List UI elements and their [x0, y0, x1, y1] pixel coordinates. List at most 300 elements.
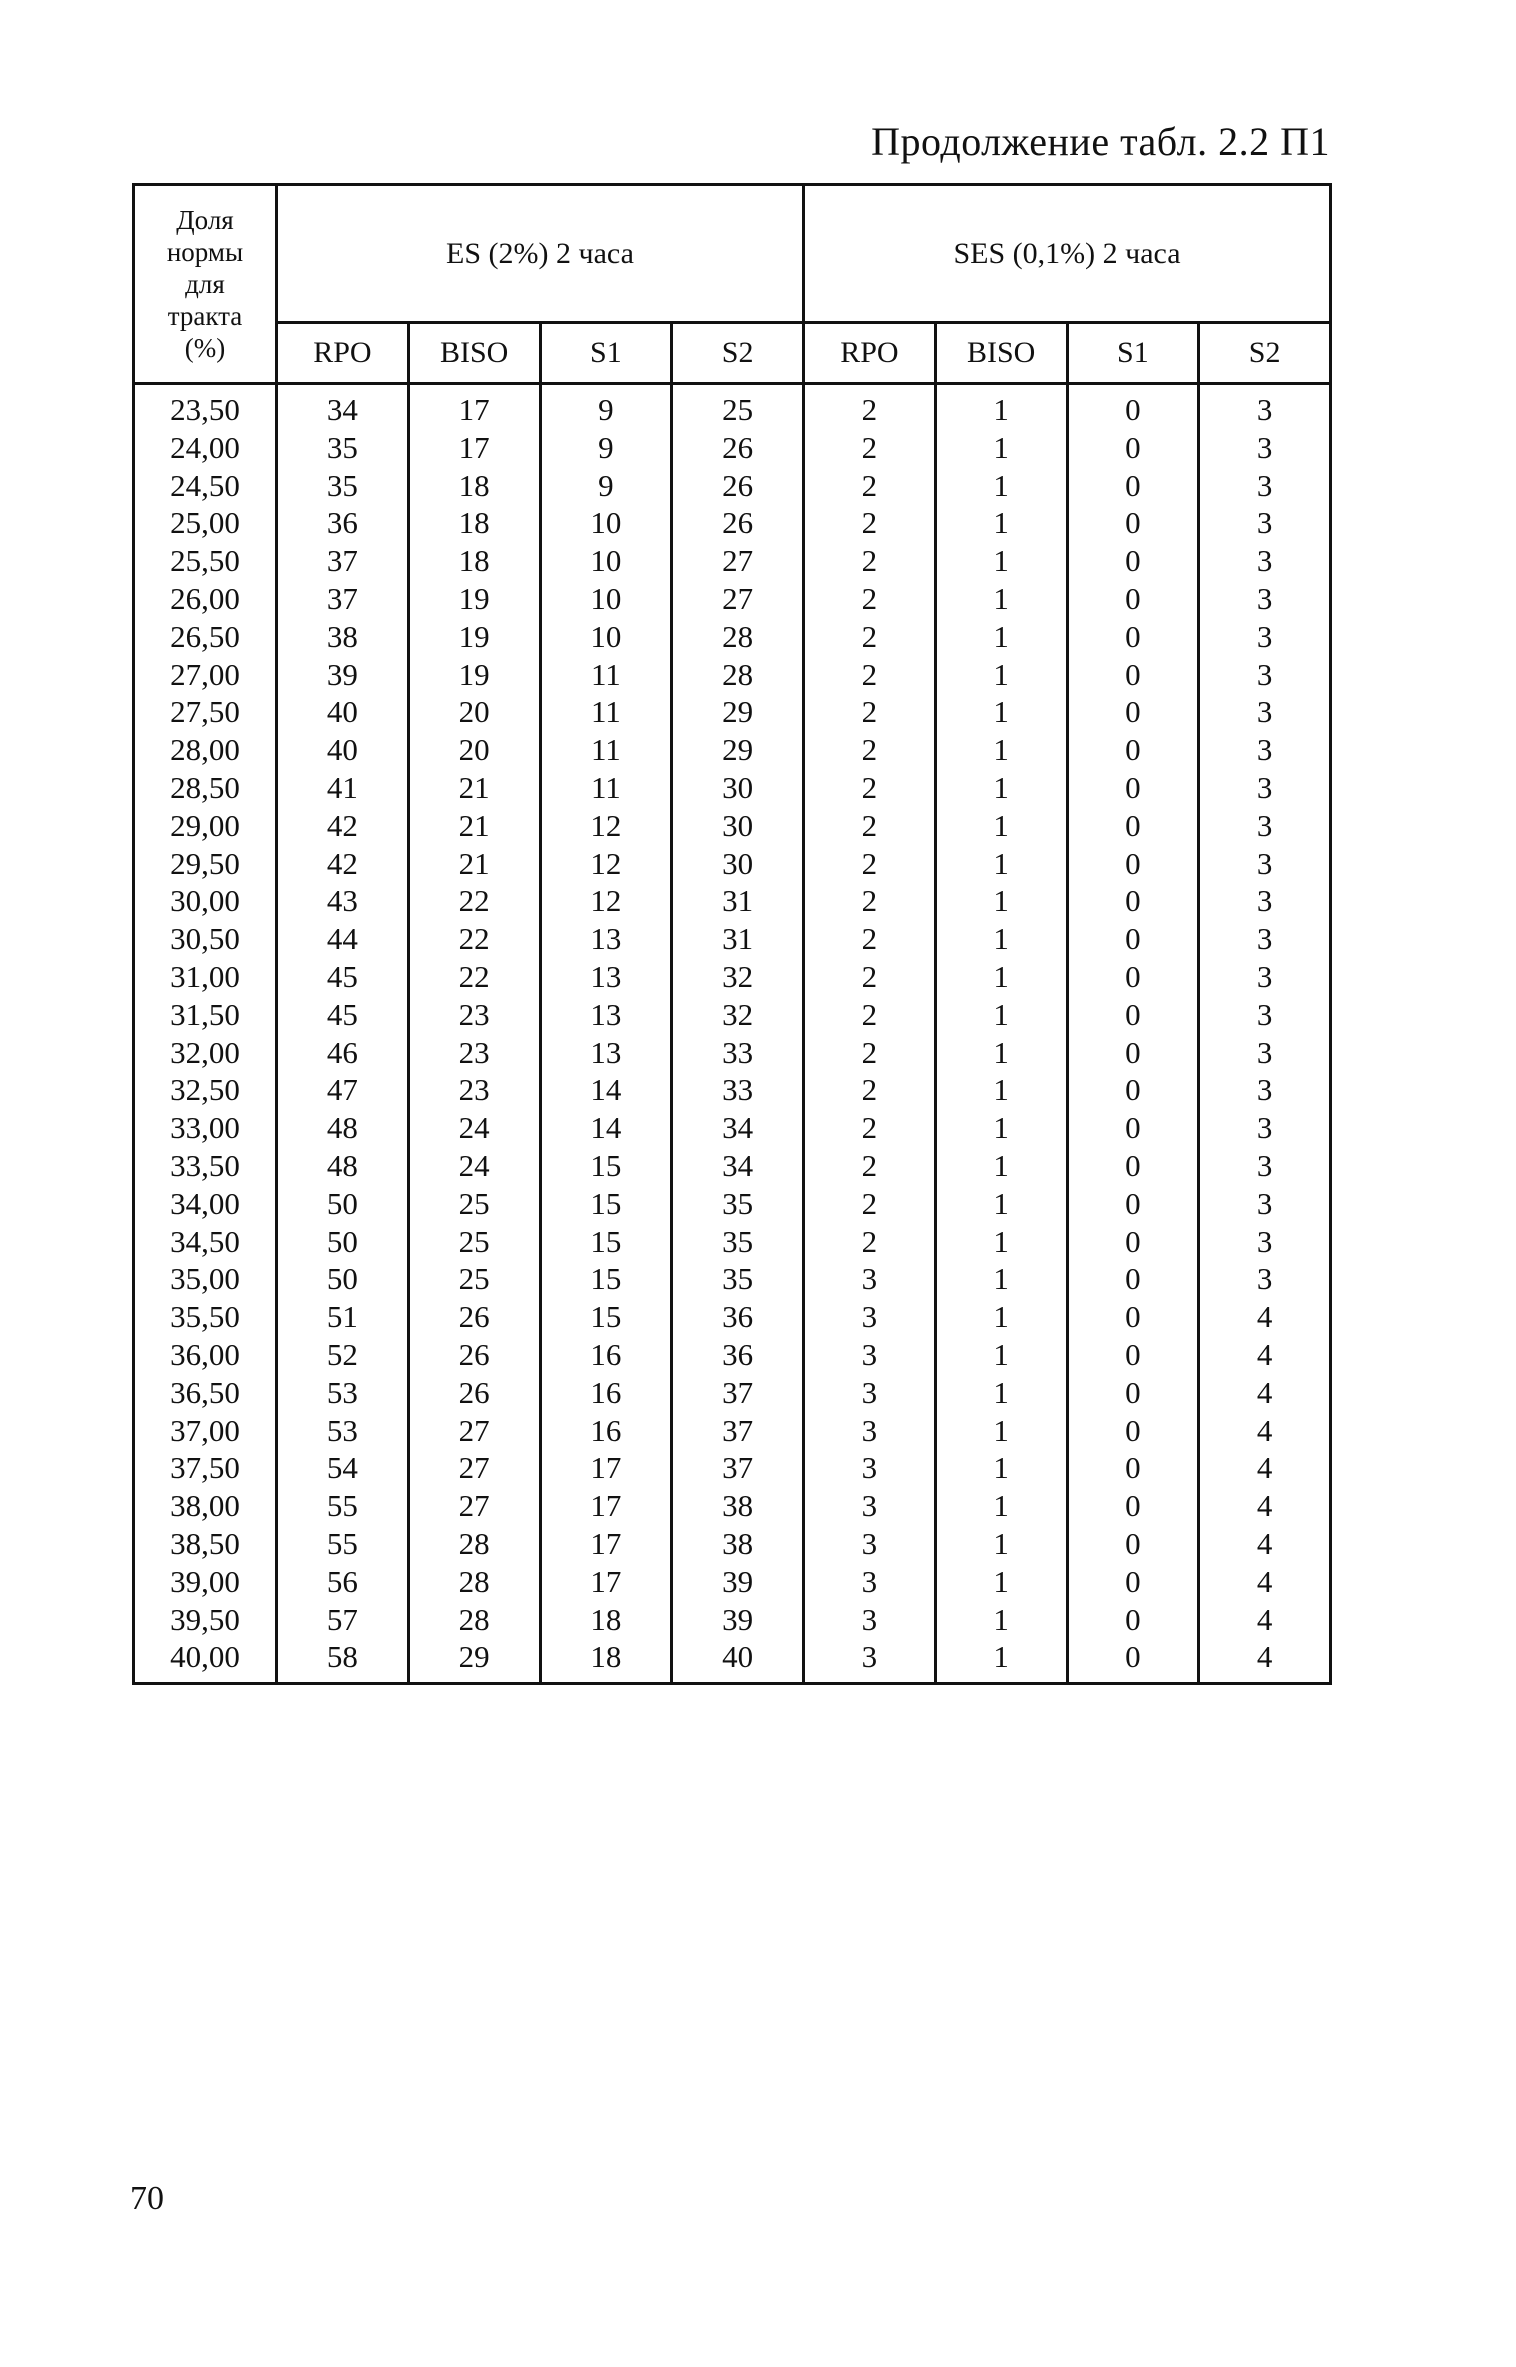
table-row [134, 996, 1331, 1034]
value-cell: 35 [277, 467, 409, 505]
norm-share-cell: 26,50 [134, 618, 277, 656]
value-cell: 3 [1199, 1147, 1331, 1185]
norm-share-cell: 32,00 [134, 1034, 277, 1072]
value-cell: 3 [1199, 845, 1331, 883]
value-cell: 4 [1199, 1487, 1331, 1525]
value-cell: 1 [935, 1638, 1067, 1683]
value-cell: 21 [408, 845, 540, 883]
value-cell: 0 [1067, 1260, 1199, 1298]
table-row [134, 1185, 1331, 1223]
value-cell: 17 [540, 1449, 672, 1487]
value-cell: 28 [672, 618, 804, 656]
table-row [134, 1109, 1331, 1147]
value-cell: 28 [408, 1563, 540, 1601]
value-cell: 21 [408, 769, 540, 807]
value-cell: 2 [804, 542, 936, 580]
value-cell: 0 [1067, 807, 1199, 845]
data-table [132, 183, 1332, 1685]
value-cell: 3 [1199, 882, 1331, 920]
value-cell: 24 [408, 1109, 540, 1147]
value-cell: 1 [935, 384, 1067, 429]
value-cell: 0 [1067, 1601, 1199, 1639]
norm-share-cell: 29,00 [134, 807, 277, 845]
value-cell: 31 [672, 882, 804, 920]
value-cell: 0 [1067, 693, 1199, 731]
value-cell: 36 [672, 1336, 804, 1374]
value-cell: 30 [672, 845, 804, 883]
value-cell: 3 [1199, 542, 1331, 580]
value-cell: 3 [1199, 958, 1331, 996]
value-cell: 33 [672, 1034, 804, 1072]
value-cell: 38 [277, 618, 409, 656]
value-cell: 19 [408, 618, 540, 656]
norm-share-cell: 39,00 [134, 1563, 277, 1601]
value-cell: 0 [1067, 542, 1199, 580]
value-cell: 53 [277, 1374, 409, 1412]
value-cell: 0 [1067, 504, 1199, 542]
value-cell: 29 [672, 731, 804, 769]
table-row [134, 1298, 1331, 1336]
value-cell: 0 [1067, 958, 1199, 996]
norm-share-cell: 31,00 [134, 958, 277, 996]
value-cell: 18 [408, 542, 540, 580]
col-header: BISO [935, 323, 1067, 384]
value-cell: 0 [1067, 882, 1199, 920]
value-cell: 44 [277, 920, 409, 958]
value-cell: 35 [277, 429, 409, 467]
value-cell: 17 [540, 1563, 672, 1601]
value-cell: 39 [672, 1601, 804, 1639]
table-body [134, 384, 1331, 1684]
value-cell: 3 [1199, 1185, 1331, 1223]
value-cell: 0 [1067, 467, 1199, 505]
value-cell: 30 [672, 807, 804, 845]
value-cell: 2 [804, 845, 936, 883]
value-cell: 10 [540, 580, 672, 618]
value-cell: 40 [277, 693, 409, 731]
table-row [134, 1336, 1331, 1374]
value-cell: 17 [540, 1487, 672, 1525]
value-cell: 27 [408, 1487, 540, 1525]
value-cell: 55 [277, 1525, 409, 1563]
value-cell: 33 [672, 1071, 804, 1109]
value-cell: 2 [804, 1109, 936, 1147]
value-cell: 27 [408, 1412, 540, 1450]
value-cell: 20 [408, 693, 540, 731]
value-cell: 3 [1199, 769, 1331, 807]
norm-share-cell: 27,00 [134, 656, 277, 694]
value-cell: 24 [408, 1147, 540, 1185]
norm-share-cell: 34,50 [134, 1223, 277, 1261]
value-cell: 42 [277, 845, 409, 883]
value-cell: 3 [804, 1601, 936, 1639]
value-cell: 34 [672, 1147, 804, 1185]
value-cell: 1 [935, 1563, 1067, 1601]
value-cell: 13 [540, 958, 672, 996]
value-cell: 0 [1067, 1147, 1199, 1185]
value-cell: 14 [540, 1071, 672, 1109]
value-cell: 55 [277, 1487, 409, 1525]
value-cell: 2 [804, 1185, 936, 1223]
value-cell: 15 [540, 1185, 672, 1223]
value-cell: 0 [1067, 618, 1199, 656]
value-cell: 0 [1067, 656, 1199, 694]
value-cell: 12 [540, 882, 672, 920]
value-cell: 0 [1067, 1412, 1199, 1450]
norm-share-cell: 36,50 [134, 1374, 277, 1412]
value-cell: 1 [935, 504, 1067, 542]
norm-share-cell: 38,00 [134, 1487, 277, 1525]
value-cell: 26 [672, 467, 804, 505]
value-cell: 0 [1067, 996, 1199, 1034]
value-cell: 1 [935, 1071, 1067, 1109]
value-cell: 54 [277, 1449, 409, 1487]
table-row [134, 542, 1331, 580]
value-cell: 11 [540, 731, 672, 769]
value-cell: 26 [408, 1374, 540, 1412]
es-group-header: ES (2%) 2 часа [277, 185, 804, 323]
value-cell: 2 [804, 731, 936, 769]
norm-share-cell: 38,50 [134, 1525, 277, 1563]
value-cell: 3 [804, 1374, 936, 1412]
value-cell: 50 [277, 1223, 409, 1261]
value-cell: 11 [540, 769, 672, 807]
value-cell: 1 [935, 958, 1067, 996]
value-cell: 0 [1067, 1525, 1199, 1563]
value-cell: 1 [935, 429, 1067, 467]
table-row [134, 504, 1331, 542]
table-caption: Продолжение табл. 2.2 П1 [871, 119, 1330, 164]
value-cell: 1 [935, 807, 1067, 845]
value-cell: 37 [672, 1374, 804, 1412]
value-cell: 2 [804, 693, 936, 731]
value-cell: 13 [540, 1034, 672, 1072]
value-cell: 18 [408, 504, 540, 542]
value-cell: 38 [672, 1525, 804, 1563]
norm-share-cell: 26,00 [134, 580, 277, 618]
value-cell: 4 [1199, 1298, 1331, 1336]
value-cell: 13 [540, 920, 672, 958]
value-cell: 1 [935, 1298, 1067, 1336]
value-cell: 0 [1067, 580, 1199, 618]
value-cell: 4 [1199, 1374, 1331, 1412]
value-cell: 3 [804, 1336, 936, 1374]
value-cell: 3 [804, 1487, 936, 1525]
value-cell: 1 [935, 542, 1067, 580]
value-cell: 32 [672, 996, 804, 1034]
value-cell: 20 [408, 731, 540, 769]
value-cell: 10 [540, 504, 672, 542]
norm-share-cell: 37,50 [134, 1449, 277, 1487]
value-cell: 52 [277, 1336, 409, 1374]
value-cell: 15 [540, 1147, 672, 1185]
value-cell: 0 [1067, 731, 1199, 769]
norm-share-cell: 35,50 [134, 1298, 277, 1336]
value-cell: 3 [804, 1638, 936, 1683]
table-row [134, 920, 1331, 958]
value-cell: 39 [672, 1563, 804, 1601]
value-cell: 50 [277, 1260, 409, 1298]
value-cell: 1 [935, 1487, 1067, 1525]
value-cell: 10 [540, 542, 672, 580]
value-cell: 27 [672, 542, 804, 580]
value-cell: 1 [935, 1260, 1067, 1298]
table-row [134, 1487, 1331, 1525]
value-cell: 3 [1199, 807, 1331, 845]
value-cell: 3 [1199, 996, 1331, 1034]
value-cell: 2 [804, 1071, 936, 1109]
value-cell: 9 [540, 384, 672, 429]
value-cell: 11 [540, 656, 672, 694]
value-cell: 25 [672, 384, 804, 429]
value-cell: 0 [1067, 1185, 1199, 1223]
value-cell: 28 [408, 1525, 540, 1563]
value-cell: 42 [277, 807, 409, 845]
value-cell: 3 [1199, 731, 1331, 769]
value-cell: 40 [277, 731, 409, 769]
value-cell: 35 [672, 1260, 804, 1298]
value-cell: 22 [408, 920, 540, 958]
col-header: S2 [672, 323, 804, 384]
norm-share-cell: 25,50 [134, 542, 277, 580]
value-cell: 2 [804, 996, 936, 1034]
value-cell: 1 [935, 845, 1067, 883]
value-cell: 0 [1067, 1449, 1199, 1487]
value-cell: 1 [935, 731, 1067, 769]
value-cell: 1 [935, 1034, 1067, 1072]
table-row [134, 1449, 1331, 1487]
value-cell: 3 [804, 1449, 936, 1487]
value-cell: 26 [672, 504, 804, 542]
value-cell: 2 [804, 580, 936, 618]
table-row [134, 618, 1331, 656]
table-row [134, 1071, 1331, 1109]
value-cell: 1 [935, 1374, 1067, 1412]
table-row [134, 429, 1331, 467]
value-cell: 4 [1199, 1638, 1331, 1683]
table-row [134, 958, 1331, 996]
value-cell: 2 [804, 958, 936, 996]
value-cell: 2 [804, 384, 936, 429]
value-cell: 1 [935, 1601, 1067, 1639]
value-cell: 30 [672, 769, 804, 807]
value-cell: 45 [277, 996, 409, 1034]
value-cell: 1 [935, 693, 1067, 731]
value-cell: 2 [804, 882, 936, 920]
value-cell: 0 [1067, 1071, 1199, 1109]
value-cell: 1 [935, 1449, 1067, 1487]
value-cell: 19 [408, 580, 540, 618]
value-cell: 0 [1067, 1374, 1199, 1412]
value-cell: 25 [408, 1260, 540, 1298]
value-cell: 3 [804, 1525, 936, 1563]
value-cell: 3 [1199, 429, 1331, 467]
value-cell: 0 [1067, 429, 1199, 467]
value-cell: 36 [672, 1298, 804, 1336]
value-cell: 0 [1067, 920, 1199, 958]
value-cell: 28 [408, 1601, 540, 1639]
value-cell: 0 [1067, 1223, 1199, 1261]
value-cell: 1 [935, 1525, 1067, 1563]
value-cell: 12 [540, 807, 672, 845]
table-row [134, 1525, 1331, 1563]
value-cell: 1 [935, 656, 1067, 694]
value-cell: 19 [408, 656, 540, 694]
value-cell: 3 [1199, 920, 1331, 958]
value-cell: 15 [540, 1298, 672, 1336]
value-cell: 0 [1067, 1563, 1199, 1601]
value-cell: 15 [540, 1223, 672, 1261]
col-header: RPO [804, 323, 936, 384]
value-cell: 35 [672, 1185, 804, 1223]
col-header: S2 [1199, 323, 1331, 384]
value-cell: 26 [408, 1298, 540, 1336]
value-cell: 0 [1067, 384, 1199, 429]
value-cell: 2 [804, 1147, 936, 1185]
value-cell: 1 [935, 1412, 1067, 1450]
value-cell: 1 [935, 1336, 1067, 1374]
value-cell: 18 [540, 1638, 672, 1683]
table-row [134, 845, 1331, 883]
value-cell: 41 [277, 769, 409, 807]
value-cell: 1 [935, 1147, 1067, 1185]
value-cell: 32 [672, 958, 804, 996]
table-row [134, 1601, 1331, 1639]
table-row [134, 807, 1331, 845]
value-cell: 3 [804, 1412, 936, 1450]
value-cell: 16 [540, 1412, 672, 1450]
value-cell: 2 [804, 1223, 936, 1261]
norm-share-header: Доля нормы для тракта (%) [134, 185, 277, 384]
value-cell: 47 [277, 1071, 409, 1109]
value-cell: 22 [408, 882, 540, 920]
value-cell: 3 [1199, 1071, 1331, 1109]
table-row [134, 769, 1331, 807]
value-cell: 4 [1199, 1525, 1331, 1563]
value-cell: 25 [408, 1185, 540, 1223]
table-row [134, 1563, 1331, 1601]
value-cell: 26 [672, 429, 804, 467]
value-cell: 1 [935, 920, 1067, 958]
value-cell: 12 [540, 845, 672, 883]
value-cell: 17 [540, 1525, 672, 1563]
value-cell: 29 [408, 1638, 540, 1683]
value-cell: 1 [935, 996, 1067, 1034]
norm-share-cell: 28,50 [134, 769, 277, 807]
norm-share-cell: 32,50 [134, 1071, 277, 1109]
value-cell: 39 [277, 656, 409, 694]
norm-share-cell: 25,00 [134, 504, 277, 542]
value-cell: 1 [935, 1109, 1067, 1147]
value-cell: 46 [277, 1034, 409, 1072]
value-cell: 26 [408, 1336, 540, 1374]
norm-share-cell: 24,00 [134, 429, 277, 467]
value-cell: 11 [540, 693, 672, 731]
table-row [134, 731, 1331, 769]
norm-share-cell: 23,50 [134, 384, 277, 429]
value-cell: 4 [1199, 1563, 1331, 1601]
table-row [134, 384, 1331, 429]
value-cell: 3 [1199, 693, 1331, 731]
value-cell: 34 [277, 384, 409, 429]
value-cell: 2 [804, 618, 936, 656]
table-row [134, 1034, 1331, 1072]
value-cell: 36 [277, 504, 409, 542]
value-cell: 2 [804, 807, 936, 845]
ses-group-header: SES (0,1%) 2 часа [804, 185, 1331, 323]
norm-share-cell: 28,00 [134, 731, 277, 769]
value-cell: 23 [408, 1034, 540, 1072]
table-row [134, 1223, 1331, 1261]
value-cell: 16 [540, 1336, 672, 1374]
value-cell: 14 [540, 1109, 672, 1147]
col-header: BISO [408, 323, 540, 384]
table-row [134, 1260, 1331, 1298]
table-row [134, 656, 1331, 694]
norm-share-cell: 27,50 [134, 693, 277, 731]
value-cell: 37 [672, 1412, 804, 1450]
value-cell: 2 [804, 920, 936, 958]
norm-share-cell: 36,00 [134, 1336, 277, 1374]
value-cell: 16 [540, 1374, 672, 1412]
value-cell: 18 [408, 467, 540, 505]
table-row [134, 882, 1331, 920]
col-header: S1 [1067, 323, 1199, 384]
value-cell: 23 [408, 1071, 540, 1109]
value-cell: 0 [1067, 1487, 1199, 1525]
value-cell: 18 [540, 1601, 672, 1639]
value-cell: 1 [935, 467, 1067, 505]
value-cell: 56 [277, 1563, 409, 1601]
value-cell: 1 [935, 1223, 1067, 1261]
value-cell: 0 [1067, 845, 1199, 883]
value-cell: 38 [672, 1487, 804, 1525]
value-cell: 1 [935, 580, 1067, 618]
value-cell: 40 [672, 1638, 804, 1683]
value-cell: 0 [1067, 1109, 1199, 1147]
table-row [134, 580, 1331, 618]
value-cell: 1 [935, 1185, 1067, 1223]
norm-share-cell: 29,50 [134, 845, 277, 883]
value-cell: 4 [1199, 1449, 1331, 1487]
norm-share-cell: 24,50 [134, 467, 277, 505]
norm-share-cell: 31,50 [134, 996, 277, 1034]
norm-share-cell: 30,00 [134, 882, 277, 920]
value-cell: 50 [277, 1185, 409, 1223]
value-cell: 31 [672, 920, 804, 958]
value-cell: 37 [672, 1449, 804, 1487]
value-cell: 3 [1199, 1034, 1331, 1072]
value-cell: 9 [540, 467, 672, 505]
value-cell: 35 [672, 1223, 804, 1261]
value-cell: 53 [277, 1412, 409, 1450]
value-cell: 0 [1067, 769, 1199, 807]
value-cell: 57 [277, 1601, 409, 1639]
value-cell: 2 [804, 769, 936, 807]
col-header: S1 [540, 323, 672, 384]
value-cell: 23 [408, 996, 540, 1034]
value-cell: 21 [408, 807, 540, 845]
value-cell: 13 [540, 996, 672, 1034]
value-cell: 37 [277, 542, 409, 580]
table-row [134, 467, 1331, 505]
value-cell: 1 [935, 769, 1067, 807]
value-cell: 27 [408, 1449, 540, 1487]
value-cell: 3 [804, 1298, 936, 1336]
value-cell: 3 [804, 1260, 936, 1298]
value-cell: 28 [672, 656, 804, 694]
value-cell: 0 [1067, 1638, 1199, 1683]
